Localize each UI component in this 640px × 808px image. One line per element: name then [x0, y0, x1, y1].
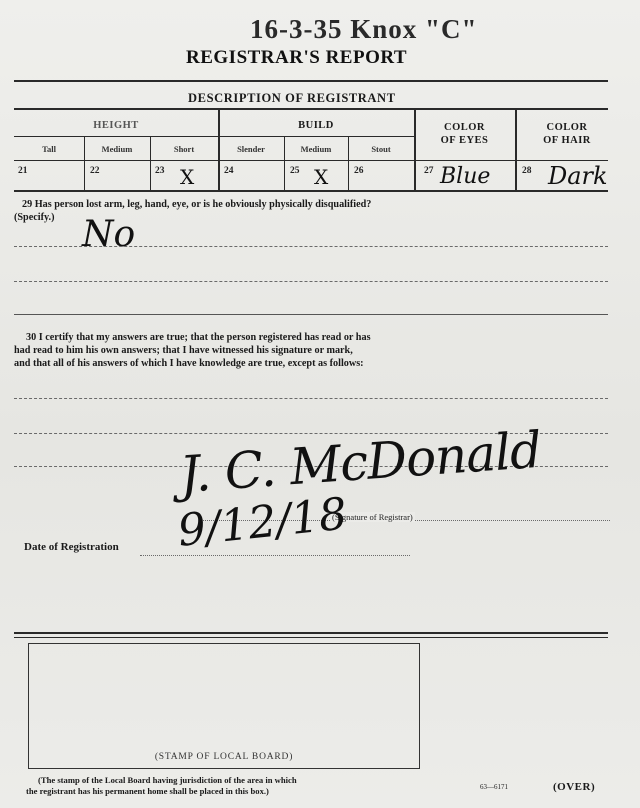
field-24: 24: [224, 166, 234, 176]
lower-rule-2: [14, 637, 608, 638]
registration-date: 9/12/18: [175, 488, 350, 557]
height-medium-label: Medium: [101, 144, 133, 154]
field-22: 22: [90, 166, 100, 176]
build-header: BUILD: [298, 120, 334, 131]
q29-line2: (Specify.): [14, 212, 55, 223]
q29-answer: No: [82, 214, 136, 255]
field-27: 27: [424, 166, 434, 176]
height-short-mark: X: [180, 165, 195, 189]
divider-build-eyes: [414, 108, 416, 190]
q30-line1: 30 I certify that my answers are true; that the person registered has read or has: [26, 332, 371, 343]
over-label: (OVER): [553, 781, 596, 793]
registrar-signature: J. C. McDonald: [177, 420, 543, 504]
eyes-header-1: COLOR: [443, 122, 485, 133]
hair-header-2: OF HAIR: [543, 135, 591, 146]
height-header: HEIGHT: [93, 120, 139, 131]
lower-rule-1: [14, 632, 608, 634]
table-bottom-rule: [14, 190, 608, 192]
q30-line2: had read to him his own answers; that I have witnessed his signature or mark,: [14, 345, 353, 356]
q29-line-b: [14, 281, 608, 282]
eyes-header-2: OF EYES: [440, 135, 489, 146]
top-rule: [14, 80, 608, 82]
description-title: DESCRIPTION OF REGISTRANT: [188, 91, 396, 105]
q30-line3: and that all of his answers of which I have knowledge are true, except as follows:: [14, 358, 364, 369]
table-sub-rule: [14, 160, 608, 161]
field-25: 25: [290, 166, 300, 176]
footer-line1: (The stamp of the Local Board having jurisdiction of the area in which: [38, 775, 297, 785]
field-28: 28: [522, 166, 532, 176]
field-26: 26: [354, 166, 364, 176]
q29-bottom-rule: [14, 314, 608, 315]
build-medium-label: Medium: [300, 144, 332, 154]
q29-line1: 29 Has person lost arm, leg, hand, eye, or is he obviously physically disqualified?: [22, 199, 372, 210]
form-number: 63—6171: [480, 783, 508, 791]
serial-stamp: 16-3-35 Knox "C": [250, 14, 478, 44]
field-23: 23: [155, 166, 165, 176]
build-stout-label: Stout: [371, 144, 391, 154]
table-top-rule: [14, 108, 608, 110]
build-slender-label: Slender: [237, 144, 265, 154]
q30-line-a: [14, 398, 608, 399]
stamp-label: (STAMP OF LOCAL BOARD): [154, 752, 294, 762]
field-21: 21: [18, 166, 28, 176]
build-medium-mark: X: [314, 165, 329, 189]
eyes-value: Blue: [440, 164, 491, 189]
date-label: Date of Registration: [24, 541, 119, 553]
local-board-stamp-box: [28, 643, 420, 769]
signature-caption: (Signature of Registrar): [332, 512, 413, 522]
hair-value: Dark: [548, 162, 608, 190]
hair-header-1: COLOR: [546, 122, 588, 133]
report-title: REGISTRAR'S REPORT: [186, 47, 408, 68]
footer-line2: the registrant has his permanent home shall be placed in this box.): [26, 786, 269, 796]
divider-eyes-hair: [515, 108, 517, 190]
height-tall-label: Tall: [42, 144, 56, 154]
height-short-label: Short: [173, 144, 195, 154]
table-header-rule: [14, 136, 414, 137]
q29-line-a: [14, 246, 608, 247]
